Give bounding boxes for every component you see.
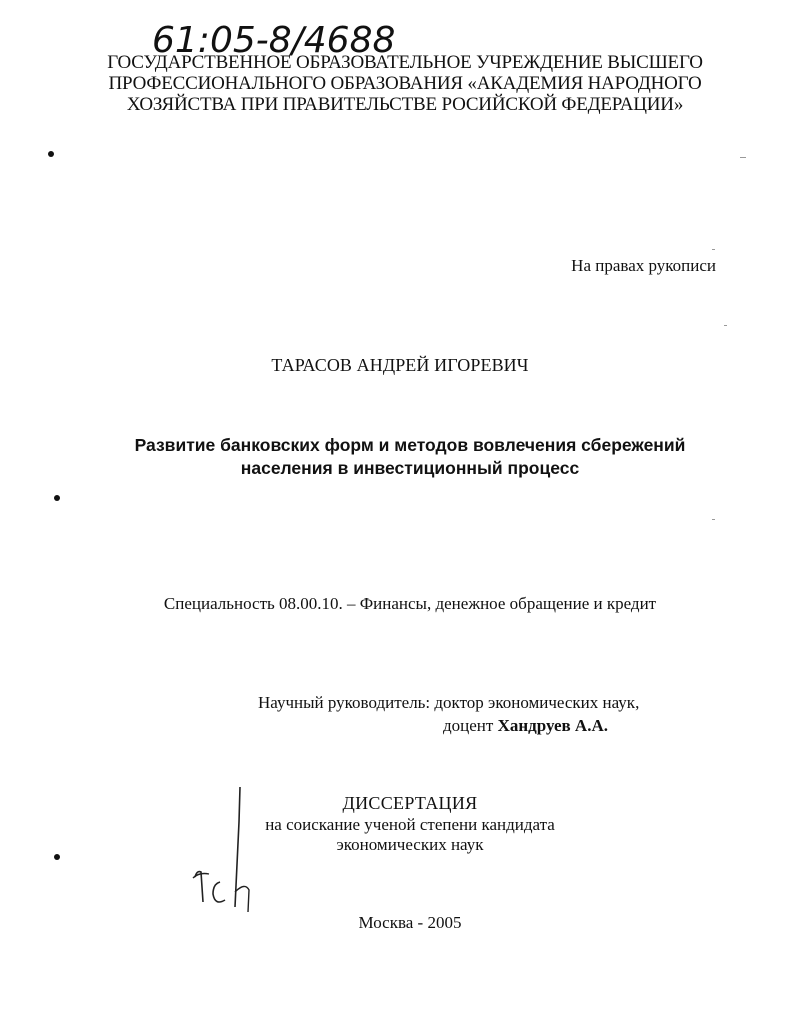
title-line-1: Развитие банковских форм и методов вовлечения сбережений bbox=[134, 435, 686, 455]
handwritten-signature bbox=[185, 782, 265, 922]
scan-mark-dot bbox=[48, 151, 54, 157]
archive-number-text: 61:05-8/4688 bbox=[152, 20, 396, 60]
scan-speck bbox=[712, 519, 715, 520]
rights-note: На правах рукописи bbox=[571, 256, 716, 275]
degree-description bbox=[230, 815, 590, 855]
scan-speck bbox=[712, 249, 715, 250]
scan-speck bbox=[724, 325, 727, 326]
dissertation-title bbox=[90, 434, 730, 480]
institution-line-1: ГОСУДАРСТВЕННОЕ ОБРАЗОВАТЕЛЬНОЕ УЧРЕЖДЕНИЕ ВЫСШЕГО bbox=[107, 52, 703, 73]
specialty: Специальность 08.00.10. – Финансы, денежное обращение и кредит bbox=[163, 594, 657, 613]
signature-drawing bbox=[185, 782, 265, 922]
degree-line-1: на соискание ученой степени кандидата bbox=[265, 815, 555, 834]
institution-line-3: ХОЗЯЙСТВА ПРИ ПРАВИТЕЛЬСТВЕ РОСИЙСКОЙ ФЕДЕРАЦИИ» bbox=[126, 94, 684, 115]
city-year: Москва - 2005 bbox=[358, 913, 462, 932]
supervisor-rank: доцент bbox=[443, 716, 494, 735]
institution-line-2: ПРОФЕССИОНАЛЬНОГО ОБРАЗОВАНИЯ «АКАДЕМИЯ НАРОДНОГО bbox=[108, 73, 702, 94]
supervisor-line-2 bbox=[443, 716, 608, 736]
scan-mark-dot bbox=[54, 854, 60, 860]
scan-speck bbox=[740, 157, 746, 158]
supervisor-line-1: Научный руководитель: доктор экономических наук, bbox=[258, 693, 640, 712]
author-name: ТАРАСОВ АНДРЕЙ ИГОРЕВИЧ bbox=[271, 355, 529, 375]
institution-header bbox=[60, 52, 750, 115]
degree-line-2: экономических наук bbox=[336, 835, 484, 854]
title-line-2: населения в инвестиционный процесс bbox=[240, 458, 580, 478]
document-type: ДИССЕРТАЦИЯ bbox=[342, 793, 478, 813]
scan-mark-dot bbox=[54, 495, 60, 501]
supervisor-name: Хандруев А.А. bbox=[497, 716, 608, 735]
